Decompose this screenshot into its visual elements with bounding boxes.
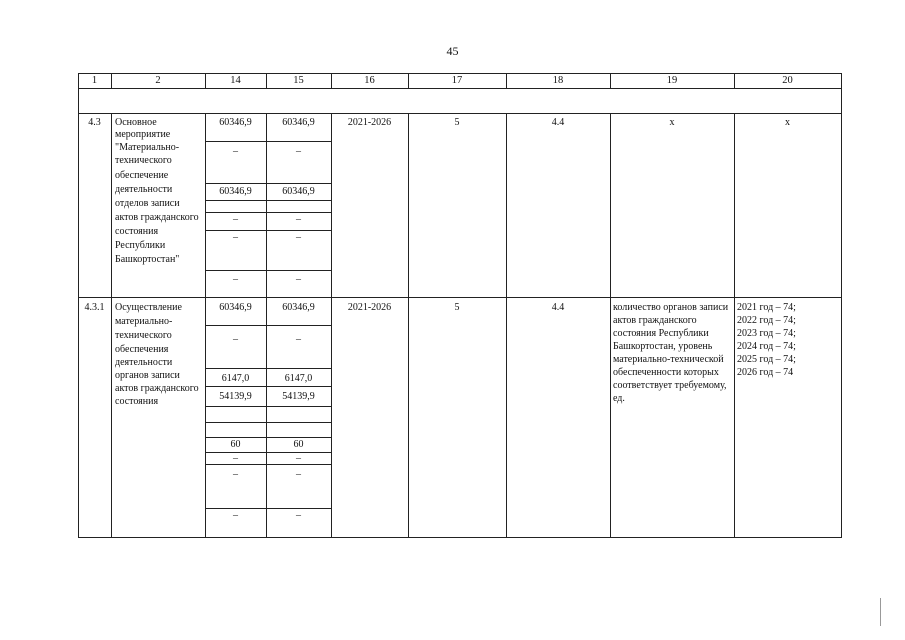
col15-value: –	[296, 146, 301, 157]
row-name-line: органов записи	[115, 370, 180, 381]
target-value-line: 2024 год – 74;	[737, 341, 796, 352]
header-col-14: 14	[230, 75, 241, 86]
row-name-line: технического	[115, 155, 172, 166]
col-divider-6	[506, 113, 507, 538]
subrow-line	[205, 406, 331, 407]
subrow-line	[205, 270, 331, 271]
subrow-line	[205, 508, 331, 509]
table-border-top	[78, 73, 842, 74]
row-name-line: отделов записи	[115, 198, 180, 209]
col-divider-5	[408, 113, 409, 538]
col15-value: –	[296, 274, 301, 285]
indicator-line: количество органов записи	[613, 302, 729, 313]
col15-value: 54139,9	[282, 391, 315, 402]
col-divider-1	[111, 113, 112, 538]
row-name-line: Республики	[115, 240, 166, 251]
col14-value: –	[233, 274, 238, 285]
col18-value: 4.4	[551, 117, 565, 128]
indicator-line: состояния Республики	[613, 328, 709, 339]
row-name-line: Основное	[115, 117, 157, 128]
col15-value: 6147,0	[284, 373, 313, 384]
col15-value: –	[296, 214, 301, 225]
col15-value: –	[296, 453, 301, 464]
row-name-line: "Материально-	[115, 142, 180, 153]
row-number: 4.3	[88, 117, 101, 128]
col15-value: –	[296, 510, 301, 521]
subrow-line	[205, 437, 331, 438]
row-name-line: обеспечения	[115, 344, 169, 355]
header-col-2: 2	[155, 75, 161, 86]
row-name-line: мероприятие	[115, 129, 171, 140]
indicator-line: актов гражданского	[613, 315, 697, 326]
table-border-bottom	[78, 537, 842, 538]
target-value-line: 2023 год – 74;	[737, 328, 796, 339]
col14-value: 60346,9	[219, 186, 252, 197]
blank-row-bottom-line	[78, 113, 842, 114]
col14-value: –	[233, 453, 238, 464]
row-4-3-bottom-line	[78, 297, 842, 298]
row-name-line: обеспечение	[115, 170, 169, 181]
indicator-line: обеспеченности которых	[613, 367, 719, 378]
subrow-line	[205, 368, 331, 369]
col14-value: 60	[230, 439, 241, 450]
subrow-line	[205, 386, 331, 387]
row-name-line: состояния	[115, 226, 159, 237]
target-value-line: 2025 год – 74;	[737, 354, 796, 365]
indicator-line: Башкортостан, уровень	[613, 341, 713, 352]
col14-value: 60346,9	[219, 302, 252, 313]
period-value: 2021-2026	[347, 302, 392, 313]
subrow-line	[205, 183, 331, 184]
col-divider-8	[734, 113, 735, 538]
header-bottom-line	[78, 88, 842, 89]
indicator-line: соответствует требуемому,	[613, 380, 727, 391]
target-value-line: 2026 год – 74	[737, 367, 794, 378]
row-name-line: деятельности	[115, 357, 173, 368]
row-name-line: Башкортостан"	[115, 254, 180, 265]
col-divider-4	[331, 113, 332, 538]
col14-value: 60346,9	[219, 117, 252, 128]
col15-value: –	[296, 232, 301, 243]
col15-value: 60346,9	[282, 302, 315, 313]
header-col-18: 18	[552, 75, 564, 86]
table-border-right	[841, 73, 842, 538]
col19-value: х	[669, 117, 675, 128]
col14-value: 54139,9	[219, 391, 252, 402]
row-name-line: деятельности	[115, 184, 173, 195]
target-value-line: 2022 год – 74;	[737, 315, 796, 326]
col17-value: 5	[454, 117, 460, 128]
row-name-line: Осуществление	[115, 302, 182, 313]
period-value: 2021-2026	[347, 117, 392, 128]
subrow-line	[205, 212, 331, 213]
subrow-line	[205, 325, 331, 326]
col15-value: 60346,9	[282, 186, 315, 197]
subrow-line	[205, 141, 331, 142]
col18-value: 4.4	[551, 302, 565, 313]
header-col-17: 17	[451, 75, 463, 86]
subrow-line	[205, 230, 331, 231]
row-number: 4.3.1	[84, 302, 105, 313]
col15-value: –	[296, 469, 301, 480]
target-value-line: 2021 год – 74;	[737, 302, 796, 313]
col14-value: –	[233, 469, 238, 480]
col14-value: 6147,0	[221, 373, 250, 384]
header-col-15: 15	[293, 75, 304, 86]
header-col-20: 20	[782, 75, 793, 86]
page-number: 45	[446, 44, 459, 58]
col15-value: 60	[293, 439, 304, 450]
col20-value: х	[785, 117, 790, 128]
indicator-line: ед.	[613, 393, 625, 404]
header-col-19: 19	[666, 75, 678, 86]
col14-value: –	[233, 232, 238, 243]
col17-value: 5	[454, 302, 460, 313]
row-name-line: актов гражданского	[115, 212, 199, 223]
subrow-line	[205, 200, 331, 201]
header-col-16: 16	[364, 75, 375, 86]
col-divider-7	[610, 113, 611, 538]
subrow-line	[205, 422, 331, 423]
scan-edge-mark	[880, 598, 881, 626]
row-name-line: технического	[115, 330, 172, 341]
col14-value: –	[233, 146, 238, 157]
row-name-line: материально-	[115, 316, 173, 327]
indicator-line: материально-технической	[613, 354, 724, 365]
row-name-line: актов гражданского	[115, 383, 199, 394]
data-table	[78, 73, 842, 538]
col15-value: 60346,9	[282, 117, 315, 128]
col14-value: –	[233, 214, 238, 225]
header-col-1: 1	[91, 75, 98, 86]
row-name-line: состояния	[115, 396, 159, 407]
col15-value: –	[296, 334, 301, 345]
col14-value: –	[233, 510, 238, 521]
col14-value: –	[233, 334, 238, 345]
